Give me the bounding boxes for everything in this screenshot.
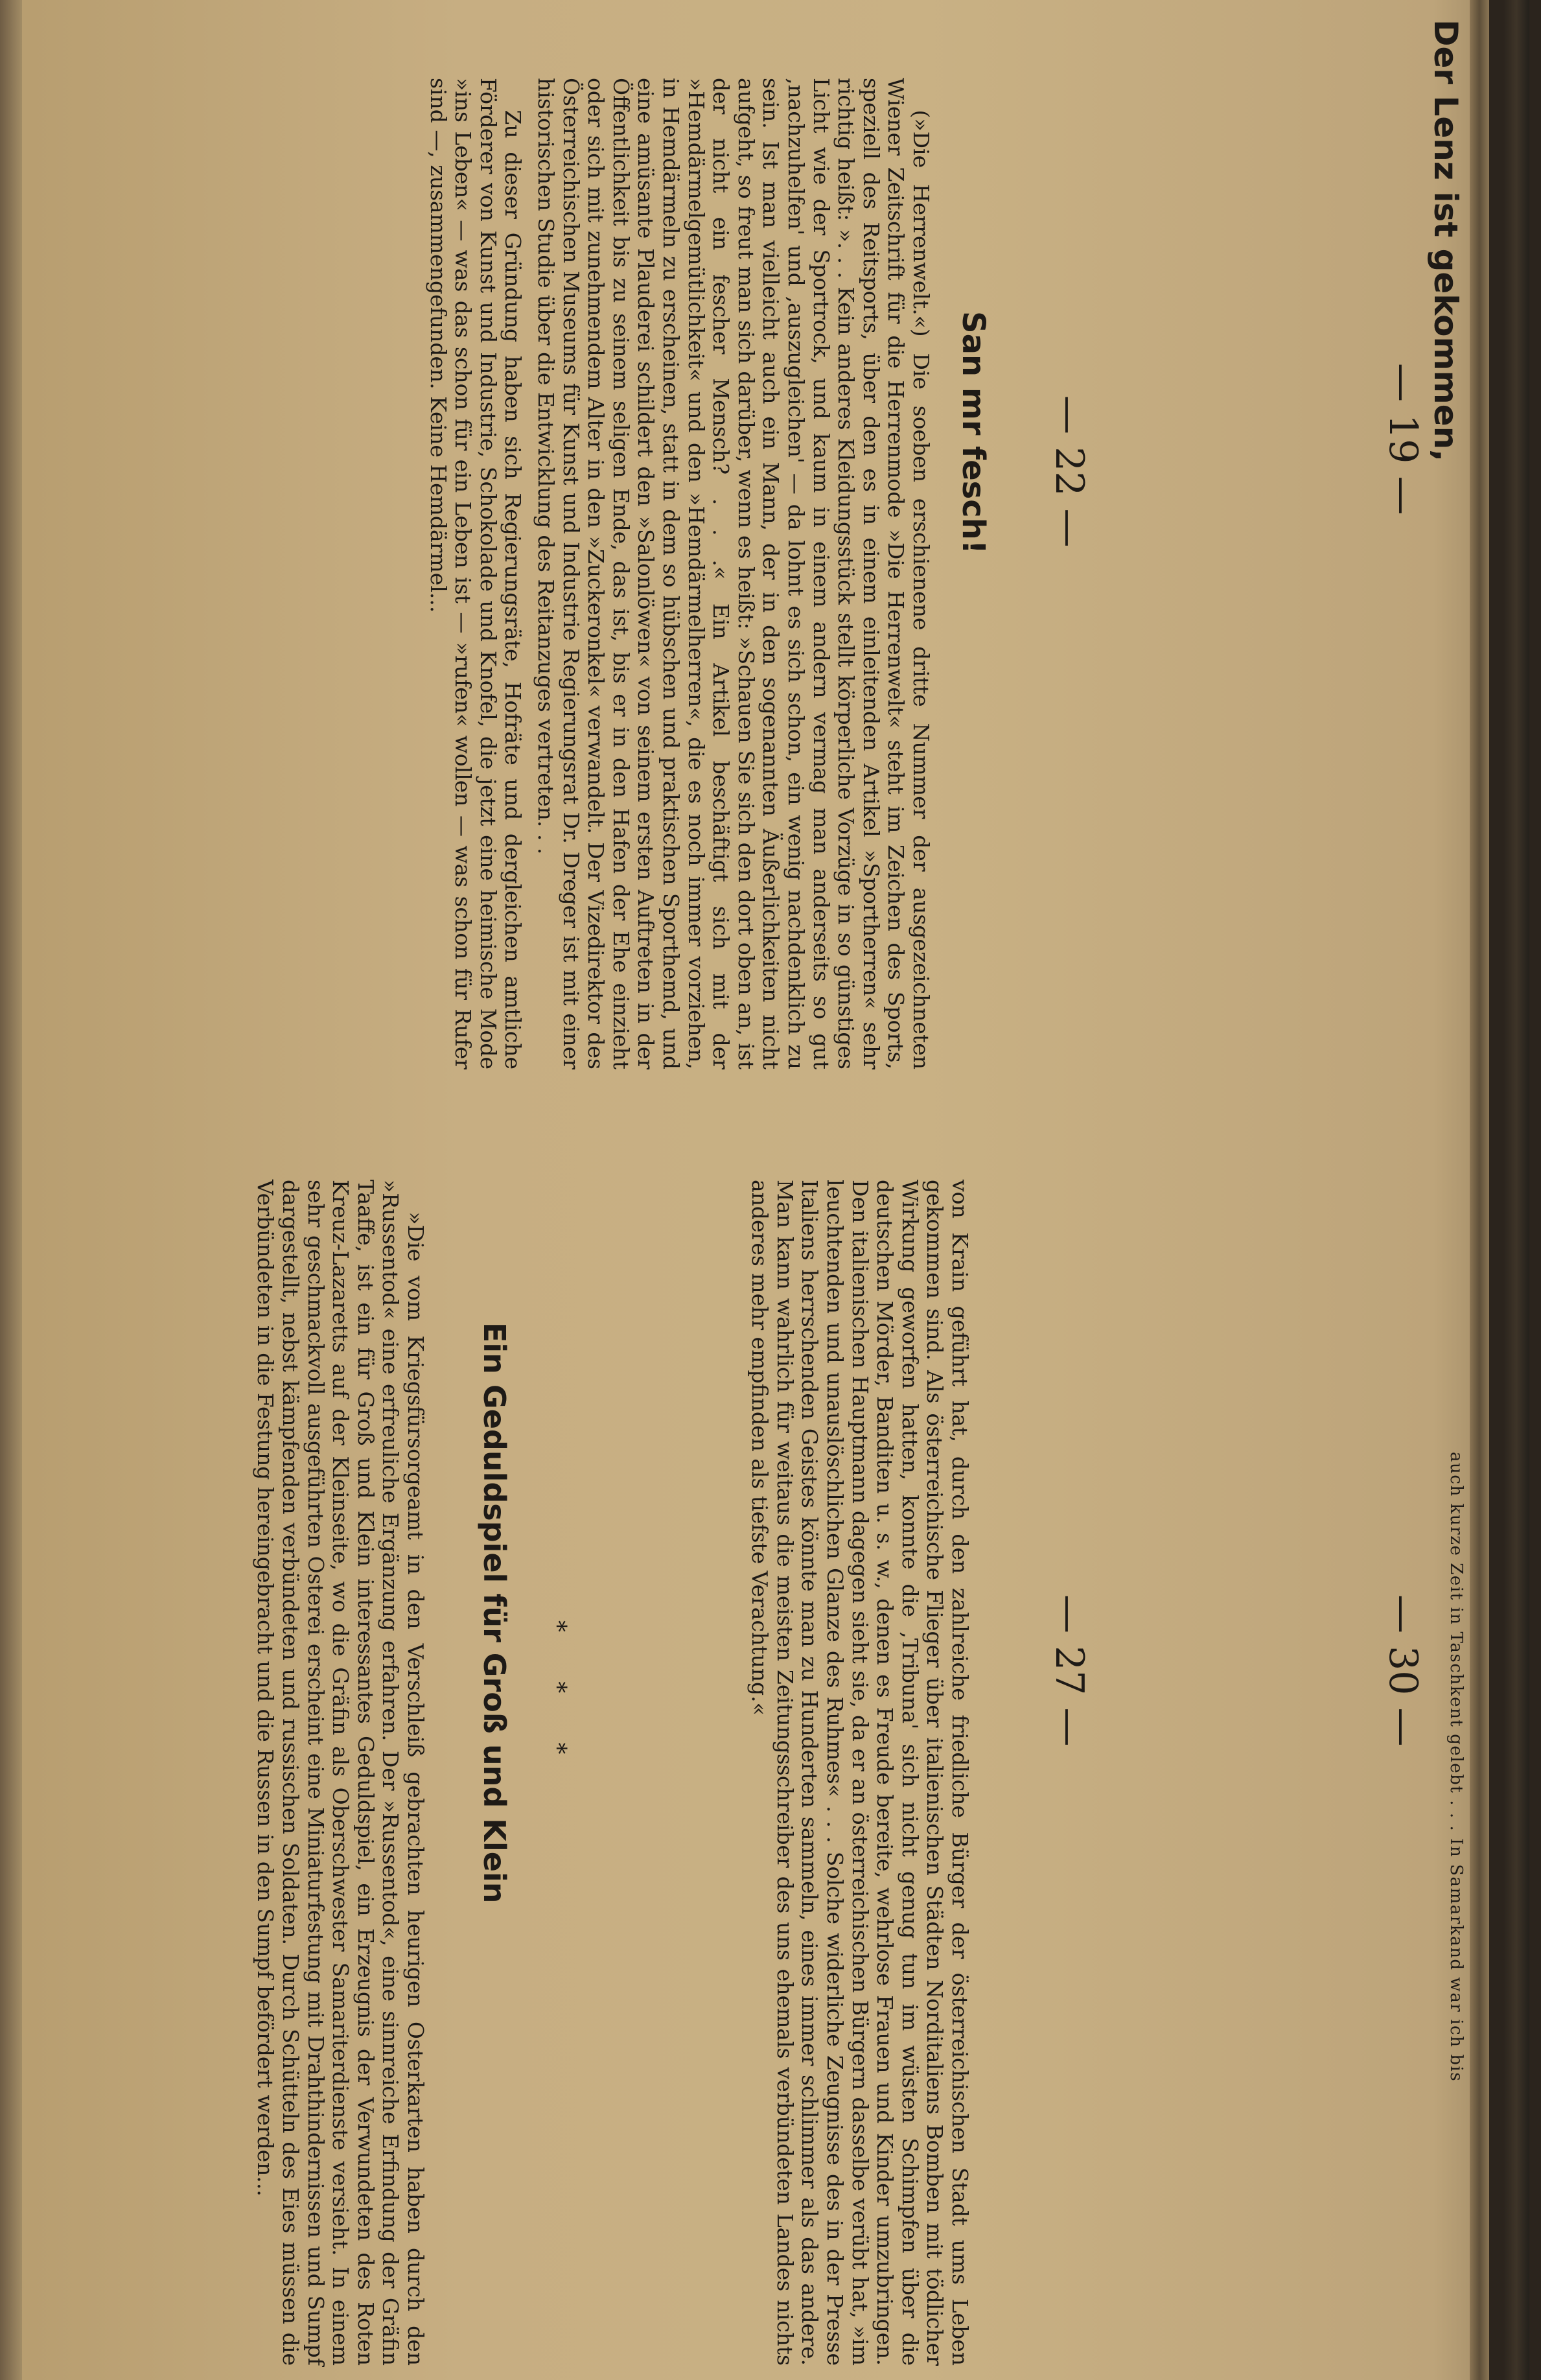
running-head: Der Lenz ist gekommen, [1427,19,1465,462]
article-title-geduldspiel: Ein Geduldspiel für Groß und Klein [477,1322,512,1904]
adjacent-page-edge [1489,0,1541,2380]
article-body-geduldspiel [253,1180,428,2366]
article-title-san-mr-fesch: San mr fesch! [955,311,991,554]
article1-paragraph: Zu dieser Gründung haben sich Regierungsräte, Hofräte und dergleichen amtliche Förderer von Kunst und Industrie, Schokolade und Knofel, die jetzt eine heimische Mode »ins Leben« — was das schon für ein Leben ist — »rufen« wollen — was schon für Rufer sind —, zusammengefunden. Keine Hemdärmel... [425,78,526,1069]
scanned-page: Der Lenz ist gekommen, auch kurze Zeit in Taschkent gelebt . . . In Samarkand war ich bis — 19 — — 30 — — 22 — — 27 — San mr fesch! (»Die Herrenwelt.«) Die soeben erschienene dritte Nummer der ausgezeichneten Wiener Zeitschrift für die Herrenmode »Die Herrenwelt« steht im Zeichen des Sports, speziell des Reitsports, über den es in einem einleitenden Artikel »Sportherren« sehr richtig heißt: ». . . Kein anderes Kleidungsstück stellt körperliche Vorzüge in so günstiges Licht wie der Sportrock, und kaum in einem andern vermag man anderseits so gut ‚nachzuhelfen' und ‚auszugleichen' — da lohnt es sich schon, ein wenig nachdenklich zu sein. Ist man vielleicht auch ein Mann, der in den sogenannten Äußerlichkeiten nicht aufgeht, so freut man sich darüber, wenn es heißt: »Schauen Sie sich den dort oben an, ist der nicht ein fescher Mensch? . . .« Ein Artikel beschäftigt sich mit der »Hemdärmelgemütlichkeit« und den »Hemdärmelherren«, die es noch immer vorziehen, in Hemdärmeln zu erscheinen, statt in dem so hübschen und praktischen Sporthemd, und eine amüsante Plauderei schildert den »Salonlöwen« von seinem ersten Auftreten in der Öffentlichkeit bis zu seinem seligen Ende, das ist, bis er in den Hafen der Ehe einzieht oder sich mit zunehmendem Alter in den »Zuckeronkel« verwandelt. Der Vizedirektor des Österreichischen Museums für Kunst und Industrie Regierungsrat Dr. Dreger ist mit einer historischen Studie über die Entwicklung des Reitanzuges vertreten. . . Zu dieser Gründung haben sich Regierungsräte, Hofräte und dergleichen amtliche Förderer von Kunst und Industrie, Schokolade und Knofel, die jetzt eine heimische Mode »ins Leben« — was das schon für ein Leben ist — »rufen« wollen — was schon für Rufer sind —, zusammengefunden. Keine Hemdärmel... von Krain geführt hat, durch den zahlreiche friedliche Bürger der österreichischen Stadt ums Leben gekommen sind. Als österreichische Flieger über italienischen Städten Norditaliens Bomben mit tödlicher Wirkung geworfen hatten, konnte die ‚Tribuna' sich nicht genug tun im wüsten Schimpfen über die deutschen Mörder, Banditen u. s. w., denen es Freude bereite, wehrlose Frauen und Kinder umzubringen. Den italienischen Hauptmann dagegen sieht sie, da er an österreichischen Bürgern dasselbe verübt hat, »im leuchtenden und unauslöschlichen Glanze des Ruhmes« . . . Solche widerliche Zeugnisse des in der Presse Italiens herrschenden Geistes könnte man zu Hunderten sammeln, eines immer schlimmer als das andere. Man kann wahrlich für weitaus die meisten Zeitungsschreiber des uns ehemals verbündeten Landes nichts anderes mehr empfinden als tiefste Verachtung.« * * * Ein Geduldspiel für Groß und Klein »Die vom Kriegsfürsorgeamt in den Verschleiß gebrachten heurigen Osterkarten haben durch den »Russentod« eine erfreuliche Ergänzung erfahren. Der »Russentod«, eine sinnreiche Erfindung der Gräfin Taaffe, ist ein für Groß und Klein interessantes Geduldspiel, ein Erzeugnis der Verwundeten des Roten Kreuz-Lazaretts auf der Kleinseite, wo die Gräfin als Oberschwester Samariterdienste versieht. In einem sehr geschmackvoll ausgeführten Osterei erscheint eine Miniaturfestung mit Drahthindernissen und Sumpf dargestellt, nebst kämpfenden verbündeten und russischen Soldaten. Durch Schütteln des Eies müssen die Verbündeten in die Festung hereingebracht und die Russen in den Sumpf befördert werden... [0,0,1541,2380]
separator-stars: * * * [544,1620,570,1775]
running-line: auch kurze Zeit in Taschkent gelebt . . . In Samarkand war ich bis [1446,1452,1466,2082]
torn-left-margin [0,0,22,2380]
article1-paragraph: (»Die Herrenwelt.«) Die soeben erschienene dritte Nummer der ausgezeichneten Wiener Zeitschrift für die Herrenmode »Die Herrenwelt« steht im Zeichen des Sports, speziell des Reitsports, über den es in einem einleitenden Artikel »Sportherren« sehr richtig heißt: ». . . Kein anderes Kleidungsstück stellt körperliche Vorzüge in so günstiges Licht wie der Sportrock, und kaum in einem andern vermag man anderseits so gut ‚nachzuhelfen' und ‚auszugleichen' — da lohnt es sich schon, ein wenig nachdenklich zu sein. Ist man vielleicht auch ein Mann, der in den sogenannten Äußerlichkeiten nicht aufgeht, so freut man sich darüber, wenn es heißt: »Schauen Sie sich den dort oben an, ist der nicht ein fescher Mensch? . . .« Ein Artikel beschäftigt sich mit der »Hemdärmelgemütlichkeit« und den »Hemdärmelherren«, die es noch immer vorziehen, in Hemdärmeln zu erscheinen, statt in dem so hübschen und praktischen Sporthemd, und eine amüsante Plauderei schildert den »Salonlöwen« von seinem ersten Auftreten in der Öffentlichkeit bis zu seinem seligen Ende, das ist, bis er in den Hafen der Ehe einzieht oder sich mit zunehmendem Alter in den »Zuckeronkel« verwandelt. Der Vizedirektor des Österreichischen Museums für Kunst und Industrie Regierungsrat Dr. Dreger ist mit einer historischen Studie über die Entwicklung des Reitanzuges vertreten. . . [533,78,934,1069]
page-fold [1470,0,1489,2380]
article-body-san-mr-fesch [425,78,933,1069]
article2-continuation: von Krain geführt hat, durch den zahlreiche friedliche Bürger der österreichischen Stadt ums Leben gekommen sind. Als österreichische Flieger über italienischen Städten Norditaliens Bomben mit tödlicher Wirkung geworfen hatten, konnte die ‚Tribuna' sich nicht genug tun im wüsten Schimpfen über die deutschen Mörder, Banditen u. s. w., denen es Freude bereite, wehrlose Frauen und Kinder umzubringen. Den italienischen Hauptmann dagegen sieht sie, da er an österreichischen Bürgern dasselbe verübt hat, »im leuchtenden und unauslöschlichen Glanze des Ruhmes« . . . Solche widerliche Zeugnisse des in der Presse Italiens herrschenden Geistes könnte man zu Hunderten sammeln, eines immer schlimmer als das andere. Man kann wahrlich für weitaus die meisten Zeitungsschreiber des uns ehemals verbündeten Landes nichts anderes mehr empfinden als tiefste Verachtung.« [747,1180,973,2366]
article2-paragraph: »Die vom Kriegsfürsorgeamt in den Verschleiß gebrachten heurigen Osterkarten haben durch den »Russentod« eine erfreuliche Ergänzung erfahren. Der »Russentod«, eine sinnreiche Erfindung der Gräfin Taaffe, ist ein für Groß und Klein interessantes Geduldspiel, ein Erzeugnis der Verwundeten des Roten Kreuz-Lazaretts auf der Kleinseite, wo die Gräfin als Oberschwester Samariterdienste versieht. In einem sehr geschmackvoll ausgeführten Osterei erscheint eine Miniaturfestung mit Drahthindernissen und Sumpf dargestellt, nebst kämpfenden verbündeten und russischen Soldaten. Durch Schütteln des Eies müssen die Verbündeten in die Festung hereingebracht und die Russen in den Sumpf befördert werden... [253,1180,428,2366]
